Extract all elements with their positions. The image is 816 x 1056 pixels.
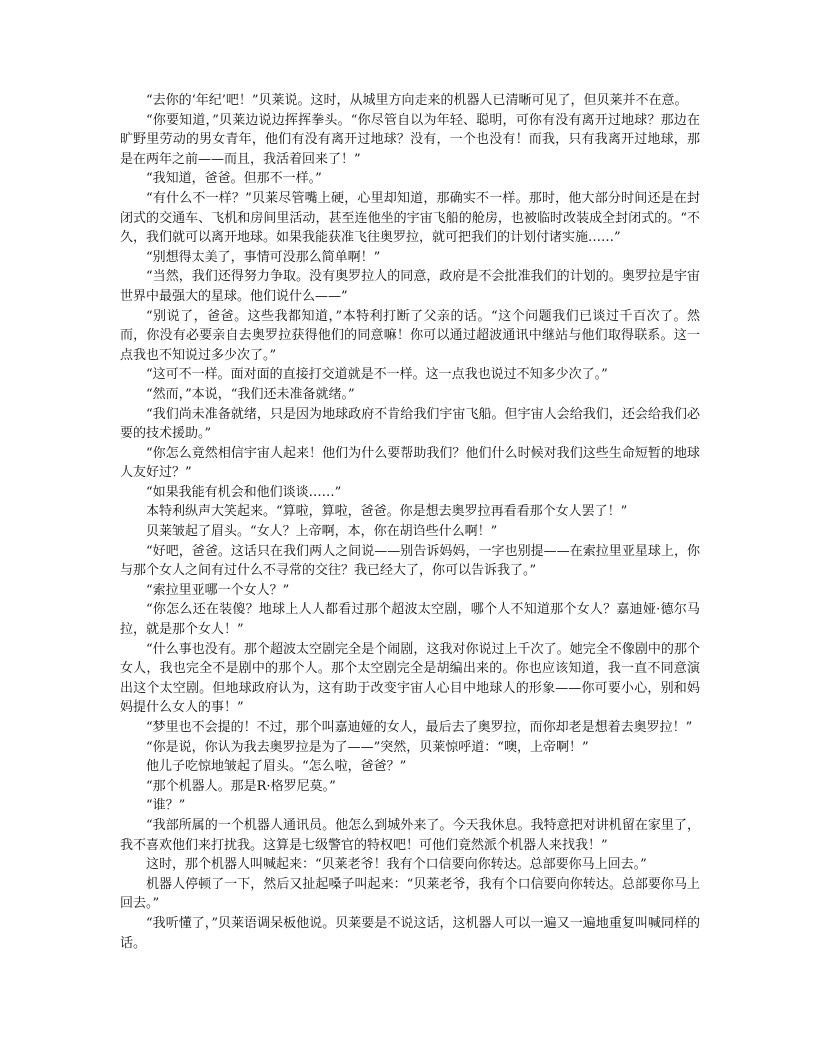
paragraph: “去你的‘年纪’吧！”贝莱说。这时，从城里方向走来的机器人已清晰可见了，但贝莱并不在意。 [146,93,688,108]
paragraph: “我们尚未准备就绪，只是因为地球政府不肯给我们宇宙飞船。但宇宙人会给我们，还会给我们必要的技术援助。” [120,406,700,442]
paragraph: “别说了，爸爸。这些我都知道，”本特利打断了父亲的话。“这个问题我们已谈过千百次了。然而，你没有必要亲自去奥罗拉获得他们的同意嘛！你可以通过超波通讯中继站与他们取得联系。这一点我也不知说过多少次了。” [120,308,700,363]
paragraph: “你是说，你认为我去奥罗拉是为了——”突然，贝莱惊呼道：“噢，上帝啊！” [146,739,589,755]
paragraph: “你怎么竟然相信宇宙人起来！他们为什么要帮助我们？他们什么时候对我们这些生命短暂的地球人友好过？” [120,445,700,481]
paragraph: “当然，我们还得努力争取。没有奥罗拉人的同意，政府是不会批准我们的计划的。奥罗拉是宇宙世界中最强大的星球。他们说什么——” [120,269,700,304]
paragraph: “我听懂了，”贝莱语调呆板他说。贝莱要是不说这话，这机器人可以一遍又一遍地重复叫喊同样的话。 [120,915,700,951]
paragraph: “如果我能有机会和他们谈谈……” [146,484,342,500]
paragraph: “别想得太美了，事情可没那么简单啊！” [146,249,381,265]
paragraph: 这时，那个机器人叫喊起来：“贝莱老爷！我有个口信要向你转达。总部要你马上回去。” [146,857,647,873]
paragraph: 本特利纵声大笑起来。“算啦，算啦，爸爸。你是想去奥罗拉再看看那个女人罢了！” [146,504,628,520]
paragraph: 贝莱皱起了眉头。“女人？上帝啊，本，你在胡诌些什么啊！” [146,524,498,540]
paragraph: “梦里也不会提的！不过，那个叫嘉迪娅的女人，最后去了奥罗拉，而你却老是想着去奥罗拉！” [146,720,693,735]
document-body [120,91,700,953]
paragraph: “然而，”本说，“我们还未准备就绪。” [146,386,355,402]
paragraph: “我知道，爸爸。但那不一样。” [146,171,322,187]
paragraph: “好吧，爸爸。这话只在我们两人之间说——别告诉妈妈，一字也别提——在索拉里亚星球上，你与那个女人之间有过什么不寻常的交往？我已经大了，你可以告诉我了。” [120,543,700,579]
paragraph: “你怎么还在装傻？地球上人人都看过那个超波太空剧，哪个人不知道那个女人？嘉迪娅·德尔马拉，就是那个女人！” [120,602,700,638]
paragraph: “有什么不一样？”贝莱尽管嘴上硬，心里却知道，那确实不一样。那时，他大部分时间还是在封闭式的交通车、飞机和房间里活动，甚至连他坐的宇宙飞船的舱房，也被临时改装成全封闭式的。“不久，我们就可以离开地球。如果我能获准飞往奥罗拉，就可把我们的计划付诸实施……” [120,190,700,246]
paragraph: “我部所属的一个机器人通讯员。他怎么到城外来了。今天我休息。我特意把对讲机留在家里了，我不喜欢他们来打扰我。这算是七级警官的特权吧！可他们竟然派个机器人来找我！” [120,817,700,853]
paragraph: “你要知道，”贝莱边说边挥挥拳头。“你尽管自以为年轻、聪明，可你有没有离开过地球？那边在旷野里劳动的男女青年，他们有没有离开过地球？没有，一个也没有！而我，只有我离开过地球，那是在两年之前——而且，我活着回来了！” [120,112,700,167]
paragraph: “那个机器人。那是R·格罗尼莫。” [146,778,336,794]
paragraph: 他儿子吃惊地皱起了眉头。“怎么啦，爸爸？” [146,759,407,775]
paragraph: “什么事也没有。那个超波太空剧完全是个闹剧，这我对你说过上千次了。她完全不像剧中的那个女人，我也完全不是剧中的那个人。那个太空剧完全是胡编出来的。你也应该知道，我一直不同意演出这个太空剧。但地球政府认为，这有助于改变宇宙人心目中地球人的形象——你可要小心，别和妈妈提什么女人的事！” [120,641,700,716]
paragraph: “这可不一样。面对面的直接打交道就是不一样。这一点我也说过不知多少次了。” [146,367,608,383]
paragraph: “索拉里亚哪一个女人？” [146,582,290,598]
paragraph: 机器人停顿了一下，然后又扯起嗓子叫起来：“贝莱老爷，我有个口信要向你转达。总部要你马上回去。” [120,876,700,912]
paragraph: “谁？” [146,798,186,814]
